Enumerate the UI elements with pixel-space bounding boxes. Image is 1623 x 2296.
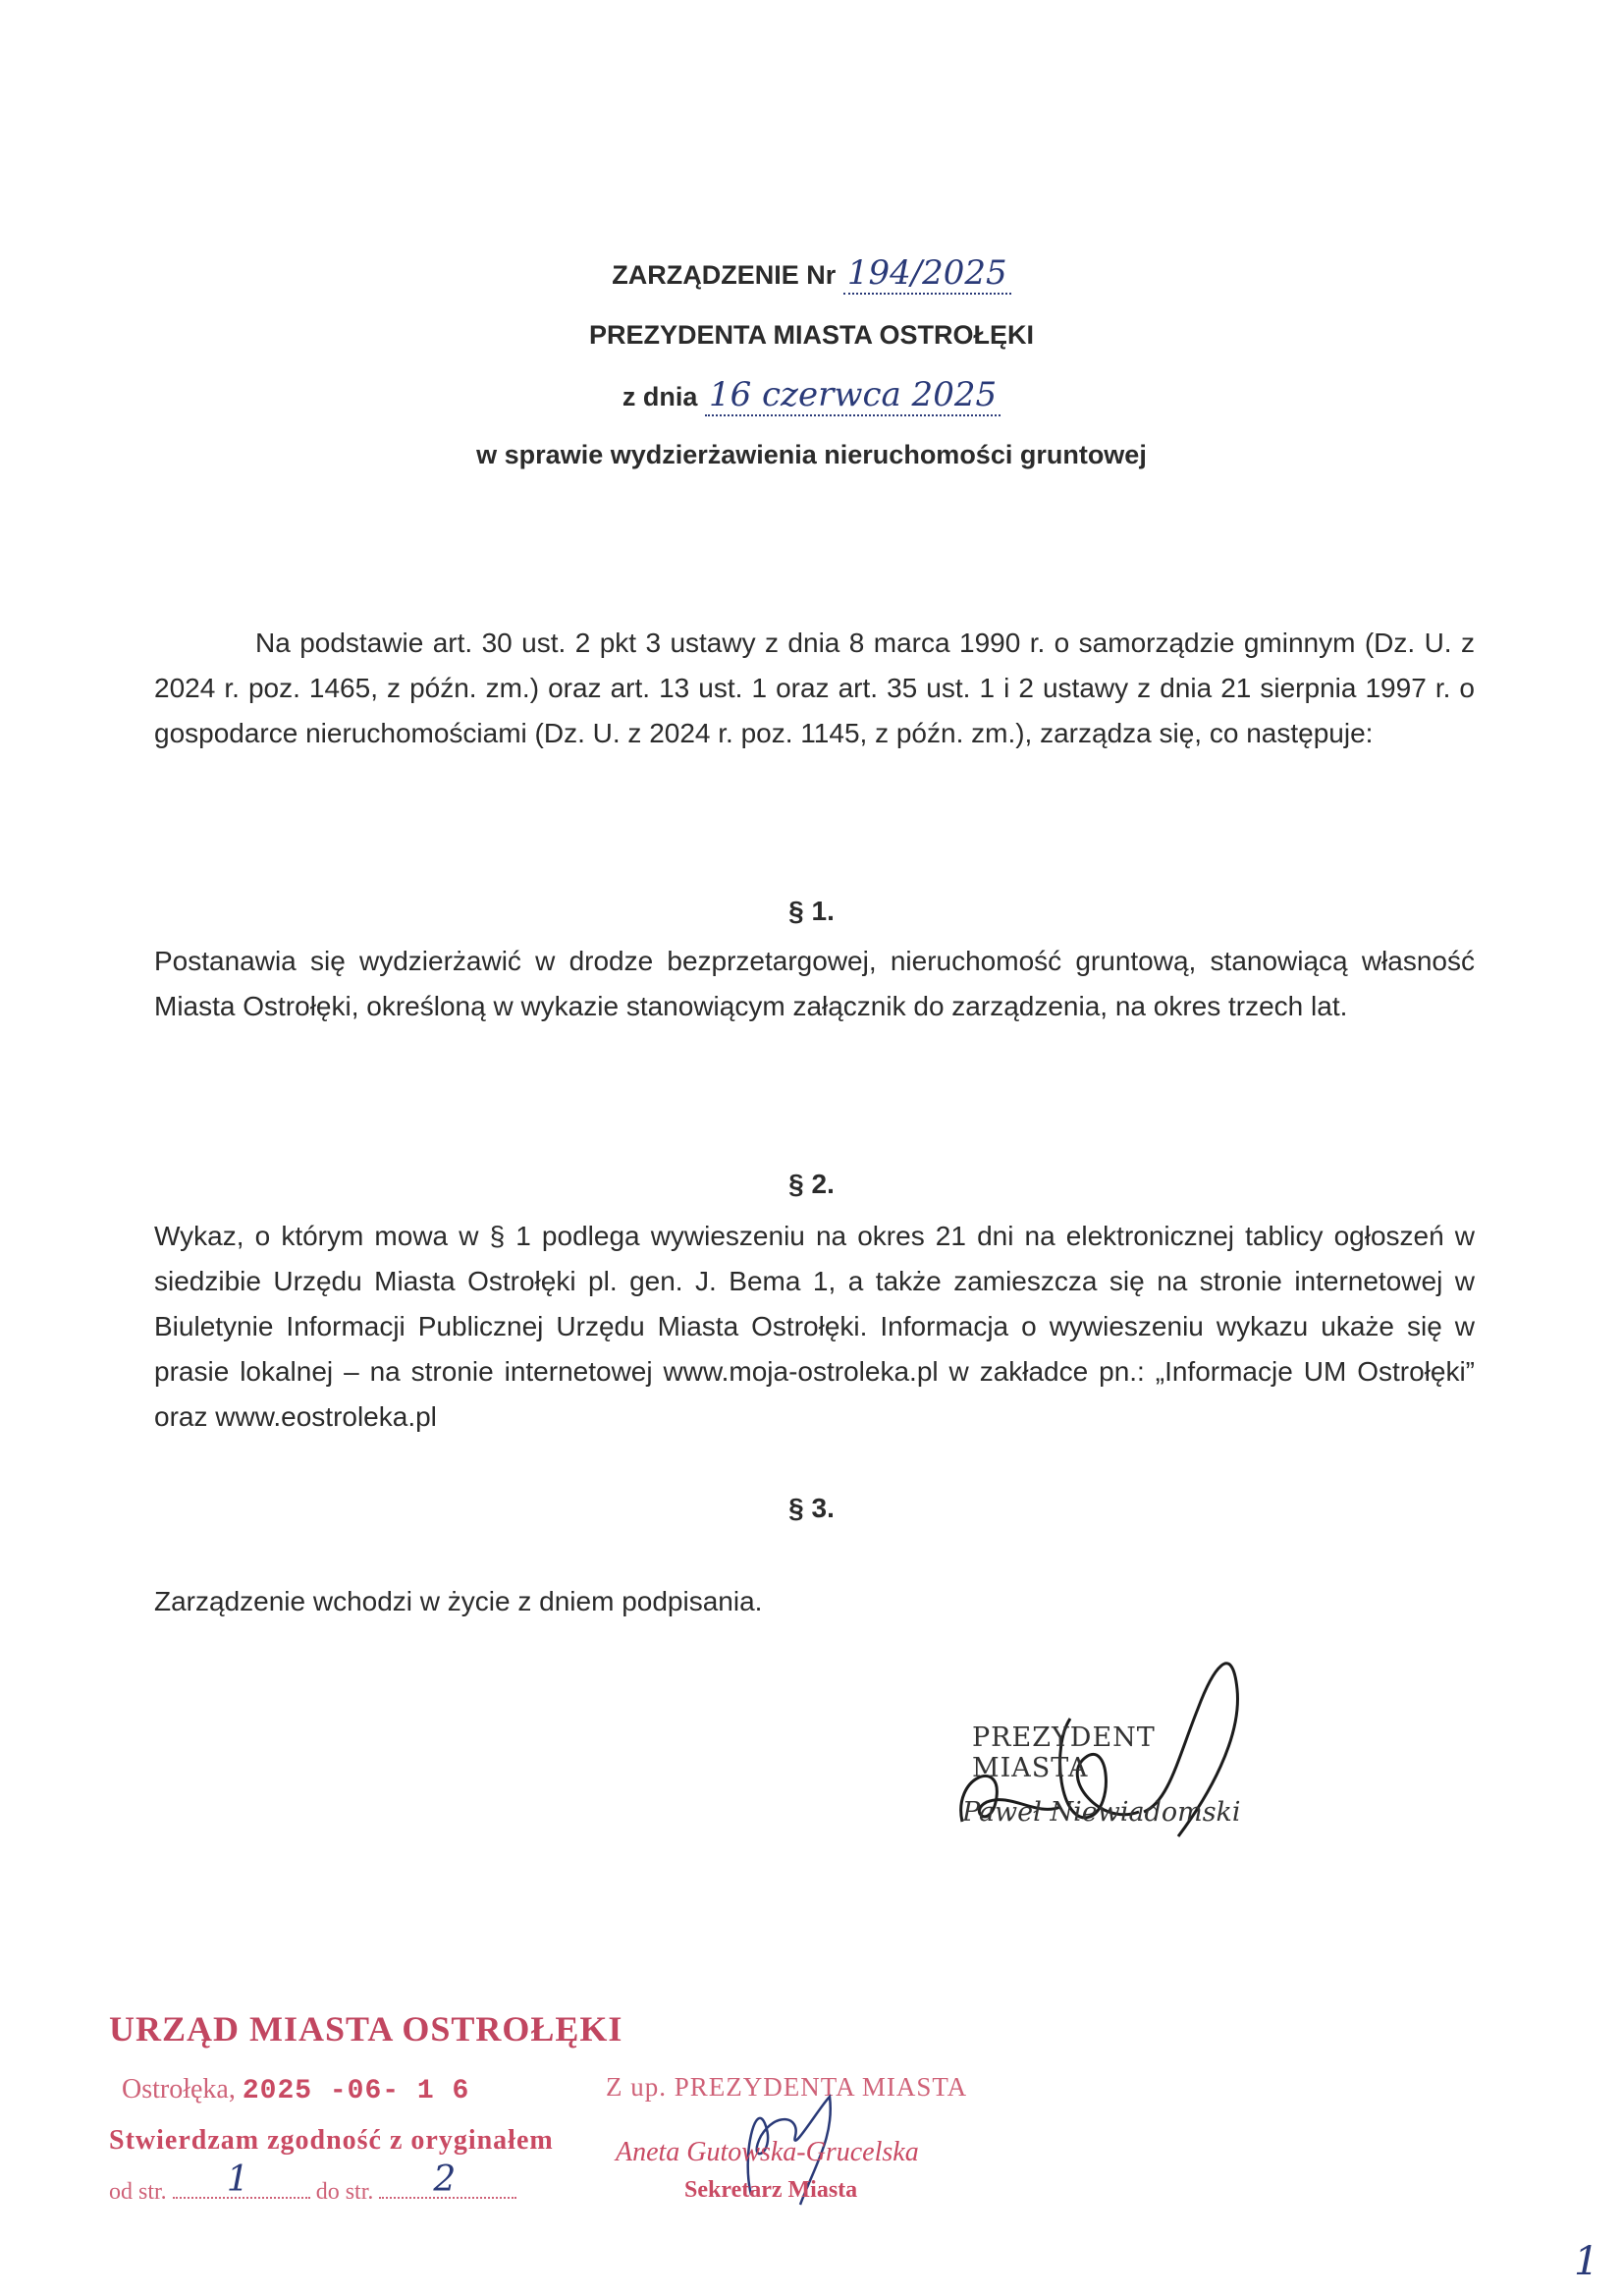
date-prefix: z dnia [622, 382, 698, 411]
stamp-clerk-name: Aneta Gutowska-Grucelska [616, 2137, 919, 2167]
stamp-date: 2025 -06- 1 6 [242, 2076, 470, 2106]
section-2-heading: § 2. [788, 1169, 835, 1199]
signature-title: PREZYDENT MIASTA [972, 1722, 1156, 1783]
stamp-clerk-title: Sekretarz Miasta [684, 2177, 858, 2203]
stamp-office: URZĄD MIASTA OSTROŁĘKI [109, 2009, 623, 2049]
section-1-text: Postanawia się wydzierżawić w drodze bezprzetargowej, nieruchomość gruntową, stanowiącą własność Miasta Ostrołęki, określoną w wykazie stanowiącym załącznik do zarządzenia, na okres trzech lat. [154, 946, 1475, 1021]
section-3-text: Zarządzenie wchodzi w życie z dniem podpisania. [154, 1586, 763, 1616]
stamp-page-range [109, 2159, 516, 2206]
section-3-heading: § 3. [788, 1493, 835, 1523]
preamble-text: Na podstawie art. 30 ust. 2 pkt 3 ustawy z dnia 8 marca 1990 r. o samorządzie gminnym (Dz. U. z 2024 r. poz. 1465, z późn. zm.) oraz art. 13 ust. 1 oraz art. 35 ust. 1 i 2 ustawy z dnia 21 sierpnia 1997 r. o gospodarce nieruchomościami (Dz. U. z 2024 r. poz. 1145, z późn. zm.), zarządza się, co następuje: [154, 628, 1475, 748]
stamp-to-value: 2 [433, 2159, 457, 2200]
stamp-from-value: 1 [226, 2159, 249, 2200]
stamp-place: Ostrołęka, [122, 2074, 236, 2105]
stamp-certify: Stwierdzam zgodność z oryginałem [109, 2125, 554, 2156]
title-line [0, 253, 1623, 293]
issuer-line: PREZYDENTA MIASTA OSTROŁĘKI [588, 320, 1034, 350]
section-1-heading: § 1. [788, 896, 835, 926]
date-line [0, 375, 1623, 414]
stamp-from-label: od str. [109, 2179, 167, 2205]
signature-name: Paweł Niewiadomski [962, 1797, 1241, 1828]
mayor-signature-block [943, 1699, 1257, 1836]
stamp-to-label: do str. [315, 2179, 374, 2205]
title-prefix: ZARZĄDZENIE Nr [612, 260, 837, 290]
preamble [154, 621, 1475, 756]
handwritten-number: 194/2025 [843, 253, 1011, 295]
handwritten-page-number: 1 [1574, 2239, 1599, 2284]
stamp-place-date [122, 2074, 469, 2106]
handwritten-date: 16 czerwca 2025 [705, 375, 1001, 416]
stamp-on-behalf: Z up. PREZYDENTA MIASTA [606, 2072, 968, 2102]
subject-line: w sprawie wydzierżawienia nieruchomości gruntowej [476, 440, 1147, 469]
section-2-text: Wykaz, o którym mowa w § 1 podlega wywieszeniu na okres 21 dni na elektronicznej tablicy ogłoszeń w siedzibie Urzędu Miasta Ostrołęki pl. gen. J. Bema 1, a także zamieszcza się na stronie internetowej w Biuletynie Informacji Publicznej Urzędu Miasta Ostrołęki. Informacja o wywieszeniu wykazu ukaże się w prasie lokalnej – na stronie internetowej www.moja-ostroleka.pl w zakładce pn.: „Informacje UM Ostrołęki” oraz www.eostroleka.pl [154, 1221, 1475, 1432]
